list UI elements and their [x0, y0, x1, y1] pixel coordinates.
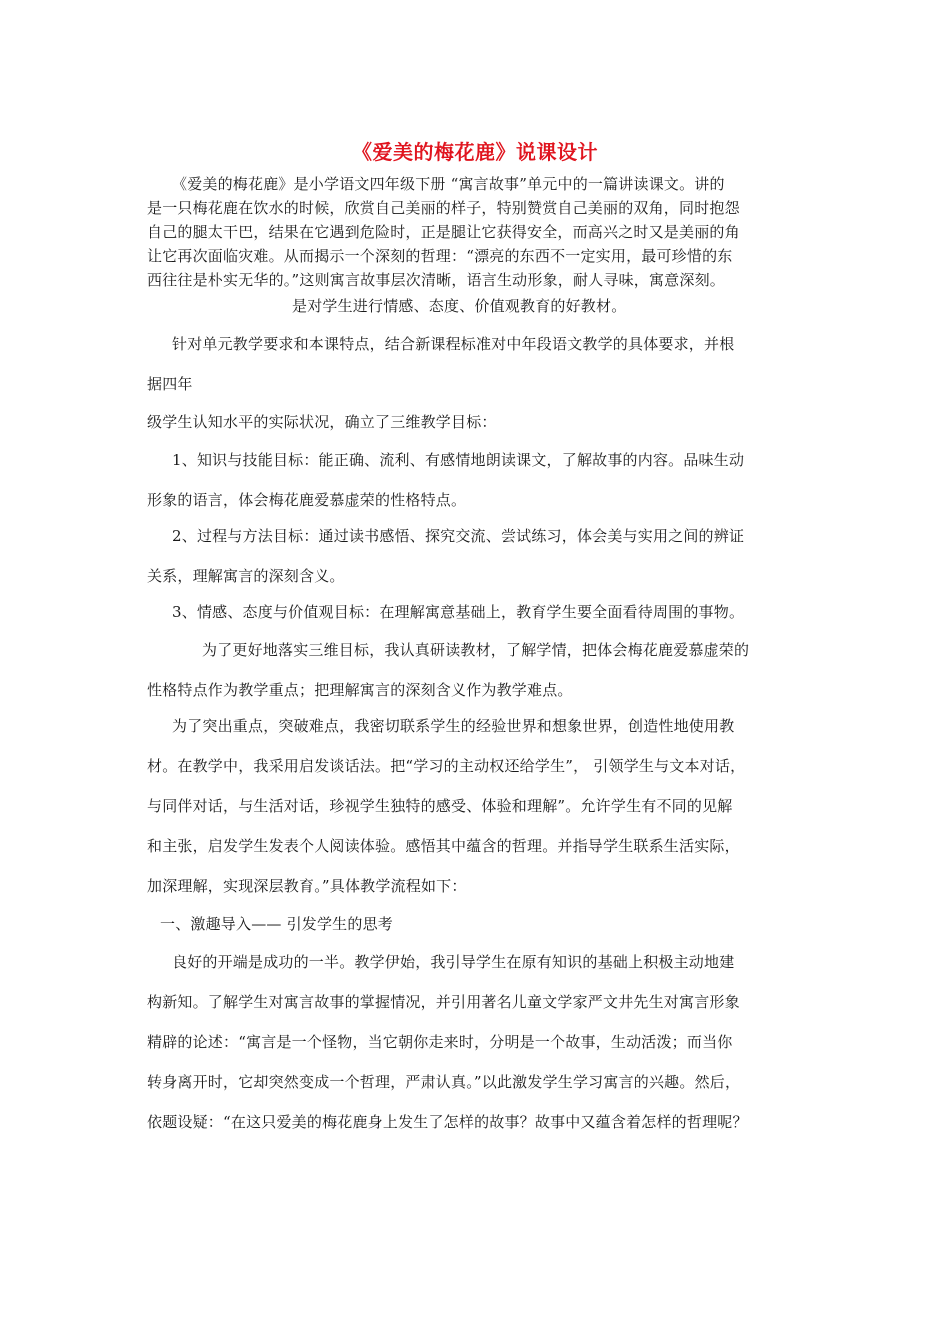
paragraph-line: 形象的语言，体会梅花鹿爱慕虚荣的性格特点。	[147, 491, 467, 509]
paragraph-line: 关系，理解寓言的深刻含义。	[147, 567, 345, 585]
section-heading: 一、激趣导入—— 引发学生的思考	[160, 915, 393, 933]
paragraph-line: 精辟的论述：“寓言是一个怪物，当它朝你走来时，分明是一个故事，生动活泼；而当你	[147, 1033, 733, 1051]
paragraph-line: 与同伴对话，与生活对话，珍视学生独特的感受、体验和理解”。允许学生有不同的见解	[147, 797, 733, 815]
document-title: 《爱美的梅花鹿》说课设计	[352, 140, 598, 164]
paragraph-line: 性格特点作为教学重点；把理解寓言的深刻含义作为教学难点。	[147, 681, 573, 699]
paragraph-line: 3、情感、态度与价值观目标：在理解寓意基础上，教育学生要全面看待周围的事物。	[172, 603, 745, 621]
paragraph-line: 和主张，启发学生发表个人阅读体验。感悟其中蕴含的哲理。并指导学生联系生活实际，	[147, 837, 740, 855]
paragraph-line: 构新知。了解学生对寓言故事的掌握情况，并引用著名儿童文学家严文井先生对寓言形象	[147, 993, 740, 1011]
paragraph-line: 据四年	[147, 375, 193, 393]
paragraph-line: 级学生认知水平的实际状况，确立了三维教学目标：	[147, 413, 497, 431]
paragraph-line: 针对单元教学要求和本课特点，结合新课程标准对中年段语文教学的具体要求，并根	[172, 335, 735, 353]
paragraph-line: 良好的开端是成功的一半。教学伊始，我引导学生在原有知识的基础上积极主动地建	[172, 953, 735, 971]
paragraph-line: 1、知识与技能目标：能正确、流利、有感情地朗读课文，了解故事的内容。品味生动	[172, 451, 745, 469]
paragraph-line: 依题设疑：“在这只爱美的梅花鹿身上发生了怎样的故事？故事中又蕴含着怎样的哲理呢？	[147, 1113, 748, 1131]
paragraph-line: 让它再次面临灾难。从而揭示一个深刻的哲理：“漂亮的东西不一定实用，最可珍惜的东	[147, 247, 733, 265]
paragraph-line: 是对学生进行情感、态度、价值观教育的好教材。	[292, 297, 627, 315]
paragraph-line: 自己的腿太干巴，结果在它遇到危险时，正是腿让它获得安全，而高兴之时又是美丽的角	[147, 223, 740, 241]
paragraph-line: 2、过程与方法目标：通过读书感悟、探究交流、尝试练习，体会美与实用之间的辨证	[172, 527, 745, 545]
paragraph-line: 是一只梅花鹿在饮水的时候，欣赏自己美丽的样子，特别赞赏自己美丽的双角，同时抱怨	[147, 199, 740, 217]
paragraph-line: 转身离开时，它却突然变成一个哲理，严肃认真。”以此激发学生学习寓言的兴趣。然后，	[147, 1073, 741, 1091]
paragraph-line: 西往往是朴实无华的。”这则寓言故事层次清晰，语言生动形象，耐人寻味，寓意深刻。	[147, 271, 725, 289]
paragraph-line: 为了更好地落实三维目标，我认真研读教材，了解学情，把体会梅花鹿爱慕虚荣的	[202, 641, 750, 659]
paragraph-line: 加深理解，实现深层教育。”具体教学流程如下：	[147, 877, 467, 895]
paragraph-line: 材。在教学中，我采用启发谈话法。把“学习的主动权还给学生”， 引领学生与文本对话，	[147, 757, 746, 775]
paragraph-line: 为了突出重点，突破难点，我密切联系学生的经验世界和想象世界，创造性地使用教	[172, 717, 735, 735]
paragraph-line: 《爱美的梅花鹿》是小学语文四年级下册 “寓言故事”单元中的一篇讲读课文。讲的	[172, 175, 725, 193]
